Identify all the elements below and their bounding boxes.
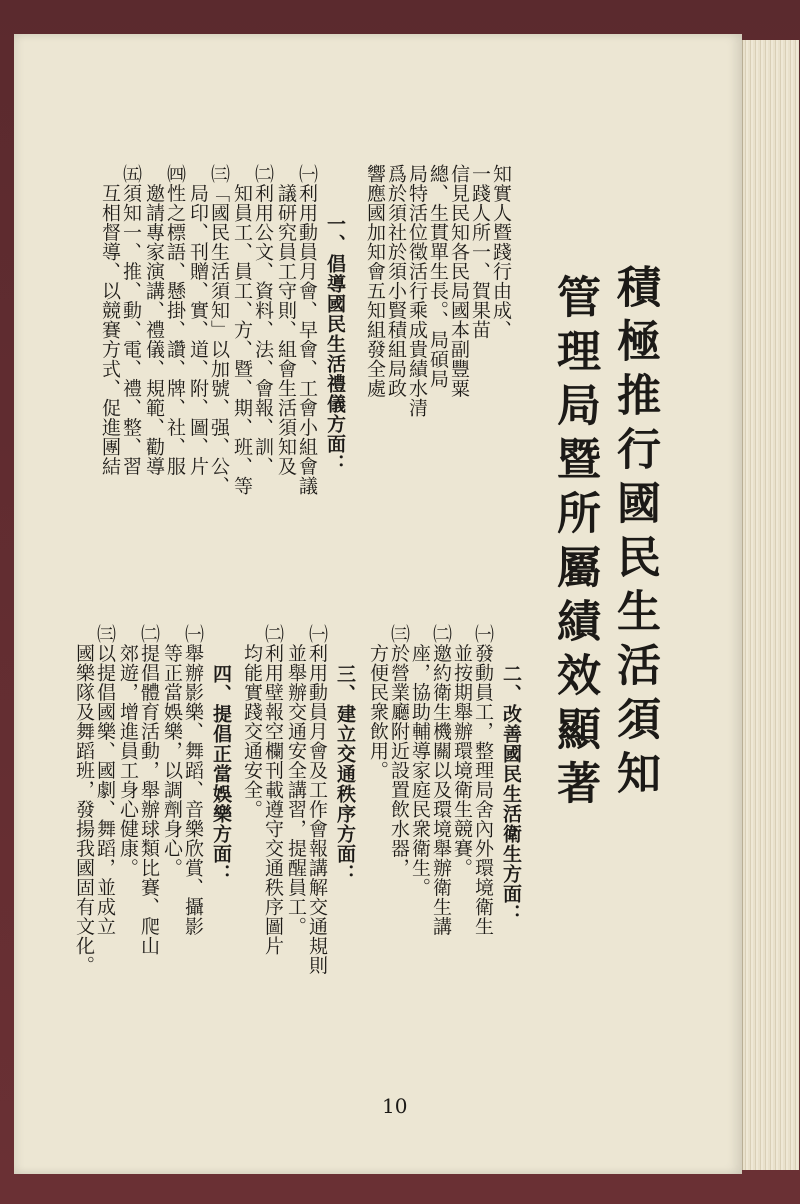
section2-heading: 二、改善國民生活衛生方面： [500, 664, 522, 924]
section3-item: ㈠利用動員月會及工作會報講解交通規則 [306, 624, 328, 975]
section2-item: 並按期舉辦環境衛生競賽。 [451, 624, 473, 878]
section4-item: ㈢以提倡國樂、國劇、舞蹈，並成立 [94, 624, 116, 936]
section1-item: ㈤須知一、推、動、電、禮、整、習 [120, 164, 142, 476]
page-title-line-1: 積極推行國民生活須知 [609, 264, 660, 804]
section4-item: ㈠舉辦影樂、舞蹈、音樂欣賞、攝影 [182, 624, 204, 936]
section4-item: 等正當娛樂，以調劑身心。 [161, 624, 183, 878]
intro-text-col: 知實人暨踐行由成、 [490, 164, 512, 340]
book-page [14, 34, 742, 1174]
section4-item: 郊遊，增進員工身心健康。 [117, 624, 139, 878]
section1-item: 邀請專家演講、禮儀、規範、勸導 [143, 164, 165, 476]
page-stack-edge [742, 40, 799, 1170]
section1-item: 互相督導、以競賽方式、促進團結 [99, 164, 121, 476]
section1-heading: 一、倡導國民生活禮儀方面： [324, 214, 346, 474]
section2-item: ㈢於營業廳附近設置飲水器， [388, 624, 410, 878]
intro-text-col: 總、生貫單生長。、局碩局 [427, 164, 449, 389]
section2-item: 座，協助輔導家庭民衆衛生。 [409, 624, 431, 897]
section2-item: 方便民衆飲用。 [367, 624, 389, 780]
section1-item: 議研究員工守則、組會生活須知及 [275, 164, 297, 476]
section1-item: 知員工、員工、方、暨、期、班、等 [231, 164, 253, 496]
section4-item: 國樂隊及舞蹈班，發揚我國固有文化。 [73, 624, 95, 975]
section1-item: ㈠利用動員月會、早會、工會小組會議 [296, 164, 318, 496]
section3-item: 均能實踐交通安全。 [241, 624, 263, 819]
section3-item: ㈡利用壁報空欄刊載遵守交通秩序圖片 [262, 624, 284, 956]
page-number: 10 [382, 1094, 408, 1118]
section1-item: ㈡利用公文、資料、法、會報、訓、 [252, 164, 274, 476]
intro-text-col: 響應國加知會五知組發全處 [364, 164, 386, 398]
section3-item: 並舉辦交通安全講習，提醒員工。 [285, 624, 307, 936]
intro-text-col: 局特活位徵活行乘成貴績水清 [406, 164, 428, 418]
section2-item: ㈡邀約衛生機關以及環境舉辦衛生講 [430, 624, 452, 936]
section1-item: 局印、刊贈、實、道、附、圖、片 [187, 164, 209, 476]
intro-text-col: 信見民知各民局國本副豐粟 [448, 164, 470, 398]
section1-item: ㈢「國民生活須知」以加號、强、公、 [208, 164, 230, 496]
section1-item: ㈣性之標語、懸掛、讚、牌、社、服 [164, 164, 186, 476]
section2-item: ㈠發動員工，整理局舍內外環境衛生 [472, 624, 494, 936]
section3-heading: 三、建立交通秩序方面： [334, 664, 356, 884]
section4-heading: 四、提倡正當娛樂方面： [210, 664, 232, 884]
intro-text-col: 爲於須社於須小賢積組局政 [385, 164, 407, 398]
page-title-line-2: 管理局暨所屬績效顯著 [549, 274, 600, 814]
intro-text-col: 一踐人所一、賀果苗 [469, 164, 491, 340]
section4-item: ㈡提倡體育活動，舉辦球類比賽、爬山 [138, 624, 160, 956]
